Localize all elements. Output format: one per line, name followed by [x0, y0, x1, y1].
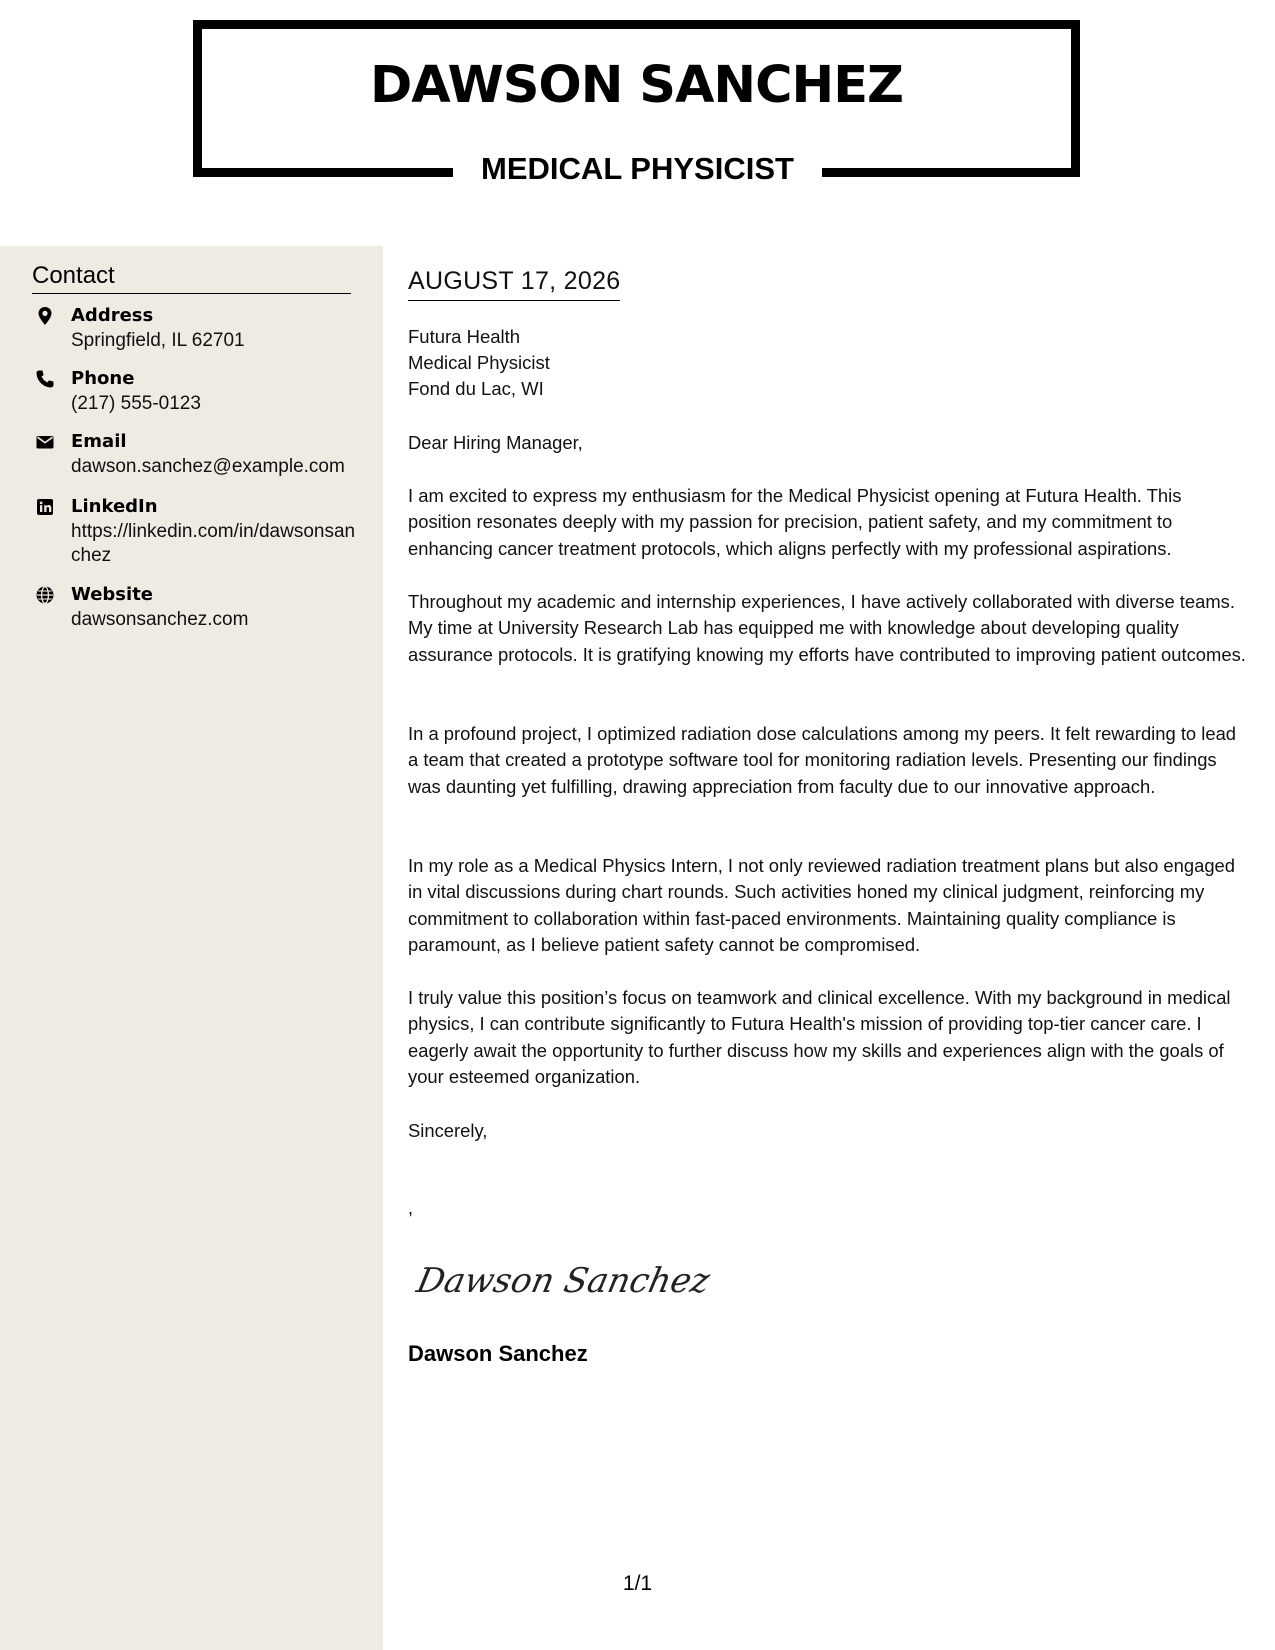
- letter-paragraph-3: In a profound project, I optimized radiation dose calculations among my peers. It felt rewarding to lead a team that created a prototype software tool for monitoring radiation levels. Presenting our findings was daunting yet fulfilling, drawing appreciation from faculty due to our innovative approach.: [408, 723, 1237, 797]
- contact-heading: Contact: [32, 262, 351, 294]
- phone-label: Phone: [71, 368, 135, 389]
- recipient-position: Medical Physicist: [408, 352, 550, 373]
- signer-name: Dawson Sanchez: [408, 1341, 588, 1366]
- globe-icon: [35, 585, 55, 605]
- linkedin-label: LinkedIn: [71, 496, 158, 517]
- linkedin-icon: [35, 497, 55, 517]
- closing-comma: ,: [408, 1198, 414, 1218]
- header-rule-left: [193, 168, 453, 177]
- recipient-location: Fond du Lac, WI: [408, 378, 544, 399]
- letter-date: AUGUST 17, 2026: [408, 266, 620, 301]
- signature-image: [410, 1250, 714, 1310]
- recipient-block: [408, 324, 550, 402]
- signature-text: Dawson Sanchez: [413, 1261, 714, 1301]
- website-label: Website: [71, 584, 154, 605]
- linkedin-value[interactable]: https://linkedin.com/in/dawsonsanchez: [71, 521, 356, 566]
- salutation: Dear Hiring Manager,: [408, 432, 583, 453]
- address-label: Address: [71, 305, 154, 326]
- job-title: MEDICAL PHYSICIST: [481, 151, 794, 186]
- applicant-name: DAWSON SANCHEZ: [369, 56, 904, 115]
- phone-value: (217) 555-0123: [71, 393, 201, 414]
- email-value: dawson.sanchez@example.com: [71, 456, 345, 477]
- address-value: Springfield, IL 62701: [71, 330, 245, 351]
- recipient-company: Futura Health: [408, 326, 521, 347]
- letter-paragraph-2: Throughout my academic and internship experiences, I have actively collaborated with diverse teams. My time at University Research Lab has equipped me with knowledge about developing quality assurance protocols. It is gratifying knowing my efforts have contributed to improving patient outcomes.: [408, 591, 1246, 665]
- phone-icon: [35, 369, 55, 389]
- letter-paragraph-5: I truly value this position’s focus on teamwork and clinical excellence. With my background in medical physics, I can contribute significantly to Futura Health's mission of providing top-tier cancer care. I eagerly await the opportunity to further discuss how my skills and experiences align with the goals of your esteemed organization.: [408, 987, 1231, 1088]
- website-value[interactable]: dawsonsanchez.com: [71, 609, 249, 630]
- header-rule-right: [822, 168, 1080, 177]
- letter-paragraph-1: I am excited to express my enthusiasm for the Medical Physicist opening at Futura Health. This position resonates deeply with my passion for precision, patient safety, and my commitment to enhancing cancer treatment protocols, which aligns perfectly with my professional aspirations.: [408, 485, 1182, 559]
- envelope-icon: [35, 432, 55, 452]
- letter-paragraph-4: In my role as a Medical Physics Intern, I not only reviewed radiation treatment plans but also engaged in vital discussions during chart rounds. Such activities honed my clinical judgment, reinforcing my commitment to collaboration within fast-paced environments. Maintaining quality compliance is paramount, as I believe patient safety cannot be compromised.: [408, 855, 1236, 956]
- closing: Sincerely,: [408, 1120, 488, 1141]
- map-pin-icon: [35, 306, 55, 326]
- email-label: Email: [71, 431, 127, 452]
- page-number: 1/1: [622, 1572, 653, 1595]
